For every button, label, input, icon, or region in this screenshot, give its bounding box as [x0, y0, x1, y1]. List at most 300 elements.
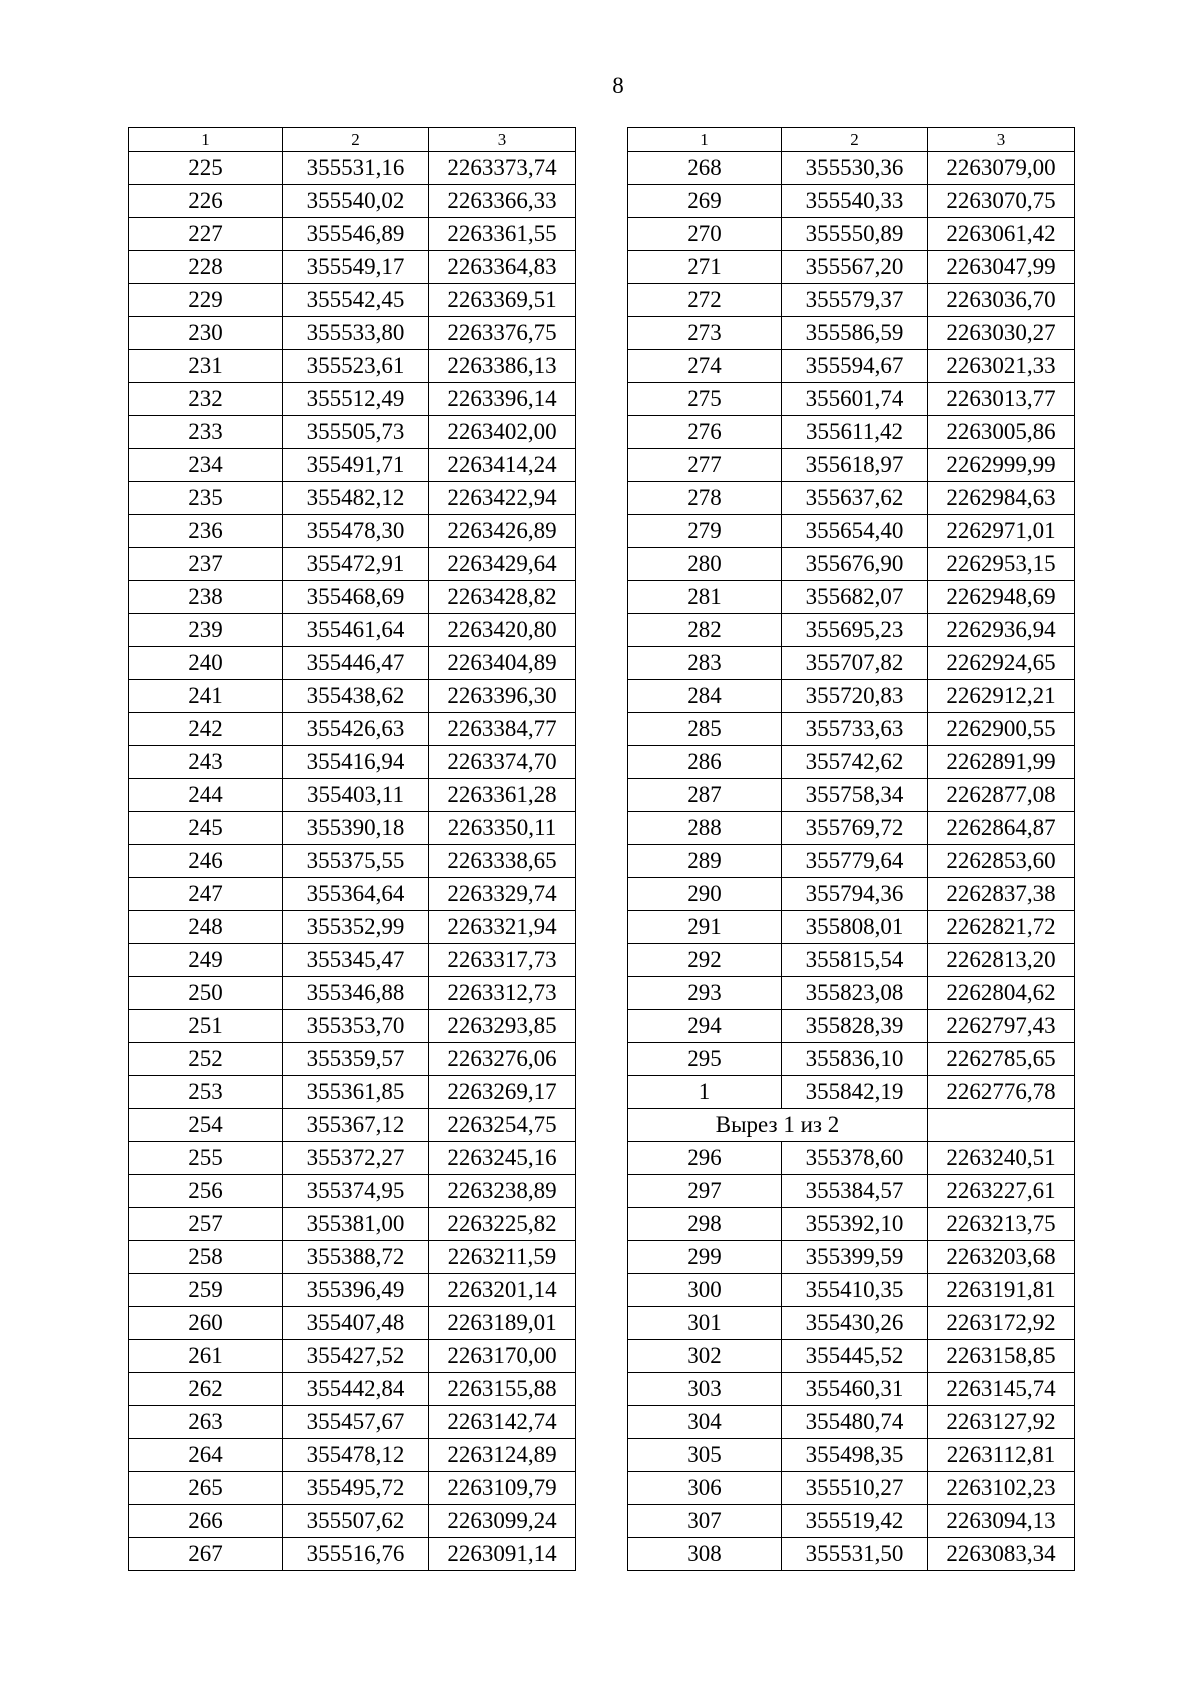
point-number-cell: 299: [628, 1241, 782, 1274]
x-coordinate-cell: 355407,48: [283, 1307, 429, 1340]
y-coordinate-cell: 2262891,99: [928, 746, 1075, 779]
table-row: [129, 482, 576, 515]
y-coordinate-cell: 2263109,79: [429, 1472, 576, 1505]
x-coordinate-cell: 355842,19: [782, 1076, 928, 1109]
point-number-cell: 235: [129, 482, 283, 515]
x-coordinate-cell: 355828,39: [782, 1010, 928, 1043]
x-coordinate-cell: 355353,70: [283, 1010, 429, 1043]
x-coordinate-cell: 355549,17: [283, 251, 429, 284]
x-coordinate-cell: 355498,35: [782, 1439, 928, 1472]
table-row: [628, 515, 1075, 548]
x-coordinate-cell: 355426,63: [283, 713, 429, 746]
point-number-cell: 268: [628, 152, 782, 185]
x-coordinate-cell: 355794,36: [782, 878, 928, 911]
y-coordinate-cell: 2263312,73: [429, 977, 576, 1010]
point-number-cell: 249: [129, 944, 283, 977]
table-row: [628, 812, 1075, 845]
point-number-cell: 248: [129, 911, 283, 944]
point-number-cell: 281: [628, 581, 782, 614]
point-number-cell: 300: [628, 1274, 782, 1307]
point-number-cell: 275: [628, 383, 782, 416]
point-number-cell: 287: [628, 779, 782, 812]
table-row: [628, 482, 1075, 515]
x-coordinate-cell: 355378,60: [782, 1142, 928, 1175]
point-number-cell: 304: [628, 1406, 782, 1439]
point-number-cell: 243: [129, 746, 283, 779]
y-coordinate-cell: 2263036,70: [928, 284, 1075, 317]
x-coordinate-cell: 355601,74: [782, 383, 928, 416]
point-number-cell: 244: [129, 779, 283, 812]
point-number-cell: 231: [129, 350, 283, 383]
y-coordinate-cell: 2263170,00: [429, 1340, 576, 1373]
point-number-cell: 267: [129, 1538, 283, 1571]
table-row: [129, 878, 576, 911]
table-row: [628, 1538, 1075, 1571]
y-coordinate-cell: 2263396,14: [429, 383, 576, 416]
table-row: [129, 1439, 576, 1472]
table-row: [129, 1472, 576, 1505]
x-coordinate-cell: 355359,57: [283, 1043, 429, 1076]
table-row: [628, 1505, 1075, 1538]
x-coordinate-cell: 355540,02: [283, 185, 429, 218]
table-header-row: [628, 128, 1075, 152]
y-coordinate-cell: 2262785,65: [928, 1043, 1075, 1076]
y-coordinate-cell: 2263254,75: [429, 1109, 576, 1142]
y-coordinate-cell: 2262900,55: [928, 713, 1075, 746]
table-row: [628, 449, 1075, 482]
x-coordinate-cell: 355594,67: [782, 350, 928, 383]
table-row: [129, 350, 576, 383]
point-number-cell: 301: [628, 1307, 782, 1340]
point-number-cell: 1: [628, 1076, 782, 1109]
point-number-cell: 252: [129, 1043, 283, 1076]
x-coordinate-cell: 355468,69: [283, 581, 429, 614]
point-number-cell: 272: [628, 284, 782, 317]
x-coordinate-cell: 355478,12: [283, 1439, 429, 1472]
x-coordinate-cell: 355505,73: [283, 416, 429, 449]
x-coordinate-cell: 355815,54: [782, 944, 928, 977]
table-row: [628, 152, 1075, 185]
point-number-cell: 246: [129, 845, 283, 878]
table-row: [628, 911, 1075, 944]
point-number-cell: 239: [129, 614, 283, 647]
x-coordinate-cell: 355480,74: [782, 1406, 928, 1439]
point-number-cell: 265: [129, 1472, 283, 1505]
point-number-cell: 289: [628, 845, 782, 878]
y-coordinate-cell: 2263021,33: [928, 350, 1075, 383]
y-coordinate-cell: 2263396,30: [429, 680, 576, 713]
table-row: [129, 1538, 576, 1571]
x-coordinate-cell: 355374,95: [283, 1175, 429, 1208]
y-coordinate-cell: 2262853,60: [928, 845, 1075, 878]
point-number-cell: 276: [628, 416, 782, 449]
x-coordinate-cell: 355364,64: [283, 878, 429, 911]
table-row: [129, 251, 576, 284]
page-number: 8: [612, 73, 624, 98]
point-number-cell: 285: [628, 713, 782, 746]
point-number-cell: 236: [129, 515, 283, 548]
point-number-cell: 253: [129, 1076, 283, 1109]
coordinates-table-left: [128, 127, 576, 1571]
y-coordinate-cell: 2263374,70: [429, 746, 576, 779]
table-row: [628, 977, 1075, 1010]
x-coordinate-cell: 355720,83: [782, 680, 928, 713]
point-number-cell: 307: [628, 1505, 782, 1538]
point-number-cell: 308: [628, 1538, 782, 1571]
y-coordinate-cell: 2263426,89: [429, 515, 576, 548]
y-coordinate-cell: 2263364,83: [429, 251, 576, 284]
x-coordinate-cell: 355388,72: [283, 1241, 429, 1274]
column-header-2: 2: [782, 128, 928, 152]
x-coordinate-cell: 355381,00: [283, 1208, 429, 1241]
table-row: [129, 1076, 576, 1109]
y-coordinate-cell: 2263112,81: [928, 1439, 1075, 1472]
table-row: [628, 1307, 1075, 1340]
y-coordinate-cell: 2262948,69: [928, 581, 1075, 614]
y-coordinate-cell: 2263211,59: [429, 1241, 576, 1274]
x-coordinate-cell: 355399,59: [782, 1241, 928, 1274]
table-row: [129, 812, 576, 845]
table-row: [129, 284, 576, 317]
y-coordinate-cell: 2262984,63: [928, 482, 1075, 515]
point-number-cell: 237: [129, 548, 283, 581]
x-coordinate-cell: 355396,49: [283, 1274, 429, 1307]
x-coordinate-cell: 355361,85: [283, 1076, 429, 1109]
table-row: [129, 614, 576, 647]
y-coordinate-cell: 2263317,73: [429, 944, 576, 977]
y-coordinate-cell: 2263047,99: [928, 251, 1075, 284]
table-row: [628, 581, 1075, 614]
x-coordinate-cell: 355352,99: [283, 911, 429, 944]
point-number-cell: 280: [628, 548, 782, 581]
x-coordinate-cell: 355375,55: [283, 845, 429, 878]
table-row: [129, 1505, 576, 1538]
point-number-cell: 255: [129, 1142, 283, 1175]
x-coordinate-cell: 355758,34: [782, 779, 928, 812]
table-row: [628, 1175, 1075, 1208]
table-row: [628, 218, 1075, 251]
point-number-cell: 234: [129, 449, 283, 482]
y-coordinate-cell: 2263376,75: [429, 317, 576, 350]
table-row: [129, 449, 576, 482]
table-row: [628, 1010, 1075, 1043]
y-coordinate-cell: 2263361,55: [429, 218, 576, 251]
y-coordinate-cell: 2262776,78: [928, 1076, 1075, 1109]
x-coordinate-cell: 355533,80: [283, 317, 429, 350]
y-coordinate-cell: 2263191,81: [928, 1274, 1075, 1307]
column-header-3: 3: [928, 128, 1075, 152]
point-number-cell: 264: [129, 1439, 283, 1472]
point-number-cell: 302: [628, 1340, 782, 1373]
table-row: [628, 1274, 1075, 1307]
point-number-cell: 278: [628, 482, 782, 515]
table-row: [129, 1175, 576, 1208]
table-row: [628, 548, 1075, 581]
y-coordinate-cell: 2263127,92: [928, 1406, 1075, 1439]
y-coordinate-cell: 2263420,80: [429, 614, 576, 647]
x-coordinate-cell: 355446,47: [283, 647, 429, 680]
y-coordinate-cell: 2262813,20: [928, 944, 1075, 977]
point-number-cell: 256: [129, 1175, 283, 1208]
table-row: [129, 977, 576, 1010]
y-coordinate-cell: 2262936,94: [928, 614, 1075, 647]
column-header-1: 1: [628, 128, 782, 152]
point-number-cell: 296: [628, 1142, 782, 1175]
y-coordinate-cell: 2263238,89: [429, 1175, 576, 1208]
point-number-cell: 263: [129, 1406, 283, 1439]
column-header-2: 2: [283, 128, 429, 152]
y-coordinate-cell: 2263189,01: [429, 1307, 576, 1340]
point-number-cell: 277: [628, 449, 782, 482]
y-coordinate-cell: 2263061,42: [928, 218, 1075, 251]
y-coordinate-cell: 2263429,64: [429, 548, 576, 581]
point-number-cell: 269: [628, 185, 782, 218]
x-coordinate-cell: 355482,12: [283, 482, 429, 515]
x-coordinate-cell: 355769,72: [782, 812, 928, 845]
x-coordinate-cell: 355442,84: [283, 1373, 429, 1406]
point-number-cell: 245: [129, 812, 283, 845]
point-number-cell: 305: [628, 1439, 782, 1472]
x-coordinate-cell: 355579,37: [782, 284, 928, 317]
y-coordinate-cell: 2263404,89: [429, 647, 576, 680]
table-row: [628, 1043, 1075, 1076]
y-coordinate-cell: 2262797,43: [928, 1010, 1075, 1043]
x-coordinate-cell: 355586,59: [782, 317, 928, 350]
y-coordinate-cell: 2263145,74: [928, 1373, 1075, 1406]
x-coordinate-cell: 355445,52: [782, 1340, 928, 1373]
x-coordinate-cell: 355530,36: [782, 152, 928, 185]
x-coordinate-cell: 355540,33: [782, 185, 928, 218]
table-row: [129, 680, 576, 713]
x-coordinate-cell: 355390,18: [283, 812, 429, 845]
point-number-cell: 261: [129, 1340, 283, 1373]
y-coordinate-cell: 2262953,15: [928, 548, 1075, 581]
table-row: [129, 1274, 576, 1307]
table-row: [129, 1010, 576, 1043]
y-coordinate-cell: 2263402,00: [429, 416, 576, 449]
x-coordinate-cell: 355427,52: [283, 1340, 429, 1373]
table-row: [628, 944, 1075, 977]
y-coordinate-cell: 2263369,51: [429, 284, 576, 317]
x-coordinate-cell: 355430,26: [782, 1307, 928, 1340]
point-number-cell: 229: [129, 284, 283, 317]
point-number-cell: 274: [628, 350, 782, 383]
table-row: [129, 1043, 576, 1076]
x-coordinate-cell: 355618,97: [782, 449, 928, 482]
y-coordinate-cell: 2263142,74: [429, 1406, 576, 1439]
x-coordinate-cell: 355519,42: [782, 1505, 928, 1538]
point-number-cell: 227: [129, 218, 283, 251]
y-coordinate-cell: 2263338,65: [429, 845, 576, 878]
x-coordinate-cell: 355531,50: [782, 1538, 928, 1571]
y-coordinate-cell: 2262999,99: [928, 449, 1075, 482]
x-coordinate-cell: 355611,42: [782, 416, 928, 449]
x-coordinate-cell: 355438,62: [283, 680, 429, 713]
x-coordinate-cell: 355345,47: [283, 944, 429, 977]
x-coordinate-cell: 355510,27: [782, 1472, 928, 1505]
x-coordinate-cell: 355472,91: [283, 548, 429, 581]
table-row: [129, 1340, 576, 1373]
table-row: [129, 317, 576, 350]
table-row: [628, 284, 1075, 317]
table-row: [129, 944, 576, 977]
y-coordinate-cell: 2263321,94: [429, 911, 576, 944]
x-coordinate-cell: 355531,16: [283, 152, 429, 185]
table-row: [129, 383, 576, 416]
point-number-cell: 283: [628, 647, 782, 680]
table-row: [129, 911, 576, 944]
point-number-cell: 226: [129, 185, 283, 218]
table-row: [129, 515, 576, 548]
y-coordinate-cell: 2263155,88: [429, 1373, 576, 1406]
x-coordinate-cell: 355495,72: [283, 1472, 429, 1505]
point-number-cell: 242: [129, 713, 283, 746]
x-coordinate-cell: 355779,64: [782, 845, 928, 878]
table-row: [129, 746, 576, 779]
x-coordinate-cell: 355523,61: [283, 350, 429, 383]
table-row: [628, 1076, 1075, 1109]
point-number-cell: 258: [129, 1241, 283, 1274]
x-coordinate-cell: 355823,08: [782, 977, 928, 1010]
y-coordinate-cell: 2263240,51: [928, 1142, 1075, 1175]
point-number-cell: 247: [129, 878, 283, 911]
empty-cell: [928, 1109, 1075, 1142]
table-row: [628, 1472, 1075, 1505]
table-row: [628, 1142, 1075, 1175]
point-number-cell: 260: [129, 1307, 283, 1340]
point-number-cell: 288: [628, 812, 782, 845]
table-header-row: [129, 128, 576, 152]
point-number-cell: 284: [628, 680, 782, 713]
x-coordinate-cell: 355546,89: [283, 218, 429, 251]
x-coordinate-cell: 355460,31: [782, 1373, 928, 1406]
table-row: [129, 1208, 576, 1241]
x-coordinate-cell: 355346,88: [283, 977, 429, 1010]
point-number-cell: 282: [628, 614, 782, 647]
y-coordinate-cell: 2263124,89: [429, 1439, 576, 1472]
point-number-cell: 279: [628, 515, 782, 548]
table-row: [628, 1241, 1075, 1274]
y-coordinate-cell: 2263373,74: [429, 152, 576, 185]
point-number-cell: 228: [129, 251, 283, 284]
x-coordinate-cell: 355457,67: [283, 1406, 429, 1439]
point-number-cell: 225: [129, 152, 283, 185]
y-coordinate-cell: 2263384,77: [429, 713, 576, 746]
y-coordinate-cell: 2263225,82: [429, 1208, 576, 1241]
x-coordinate-cell: 355637,62: [782, 482, 928, 515]
x-coordinate-cell: 355461,64: [283, 614, 429, 647]
x-coordinate-cell: 355567,20: [782, 251, 928, 284]
point-number-cell: 251: [129, 1010, 283, 1043]
y-coordinate-cell: 2262804,62: [928, 977, 1075, 1010]
x-coordinate-cell: 355654,40: [782, 515, 928, 548]
table-row: [628, 185, 1075, 218]
y-coordinate-cell: 2263276,06: [429, 1043, 576, 1076]
x-coordinate-cell: 355676,90: [782, 548, 928, 581]
y-coordinate-cell: 2263070,75: [928, 185, 1075, 218]
point-number-cell: 250: [129, 977, 283, 1010]
y-coordinate-cell: 2262864,87: [928, 812, 1075, 845]
y-coordinate-cell: 2263158,85: [928, 1340, 1075, 1373]
table-row: [628, 1373, 1075, 1406]
point-number-cell: 266: [129, 1505, 283, 1538]
point-number-cell: 232: [129, 383, 283, 416]
point-number-cell: 262: [129, 1373, 283, 1406]
y-coordinate-cell: 2263366,33: [429, 185, 576, 218]
table-row: [129, 416, 576, 449]
table-row: [628, 746, 1075, 779]
y-coordinate-cell: 2263079,00: [928, 152, 1075, 185]
table-row: [628, 680, 1075, 713]
table-row: [628, 1439, 1075, 1472]
table-row: [129, 548, 576, 581]
x-coordinate-cell: 355733,63: [782, 713, 928, 746]
y-coordinate-cell: 2263094,13: [928, 1505, 1075, 1538]
y-coordinate-cell: 2263013,77: [928, 383, 1075, 416]
table-row: [628, 647, 1075, 680]
table-row: [129, 218, 576, 251]
point-number-cell: 271: [628, 251, 782, 284]
x-coordinate-cell: 355403,11: [283, 779, 429, 812]
y-coordinate-cell: 2263350,11: [429, 812, 576, 845]
y-coordinate-cell: 2263102,23: [928, 1472, 1075, 1505]
table-row: [628, 317, 1075, 350]
table-row: [628, 383, 1075, 416]
table-row: [628, 251, 1075, 284]
table-row: [129, 152, 576, 185]
y-coordinate-cell: 2263422,94: [429, 482, 576, 515]
y-coordinate-cell: 2262877,08: [928, 779, 1075, 812]
point-number-cell: 286: [628, 746, 782, 779]
x-coordinate-cell: 355542,45: [283, 284, 429, 317]
x-coordinate-cell: 355416,94: [283, 746, 429, 779]
point-number-cell: 298: [628, 1208, 782, 1241]
table-row: [628, 1109, 1075, 1142]
table-row: [628, 713, 1075, 746]
point-number-cell: 297: [628, 1175, 782, 1208]
x-coordinate-cell: 355808,01: [782, 911, 928, 944]
point-number-cell: 293: [628, 977, 782, 1010]
x-coordinate-cell: 355384,57: [782, 1175, 928, 1208]
y-coordinate-cell: 2263091,14: [429, 1538, 576, 1571]
y-coordinate-cell: 2263099,24: [429, 1505, 576, 1538]
x-coordinate-cell: 355372,27: [283, 1142, 429, 1175]
table-row: [628, 779, 1075, 812]
table-row: [129, 1406, 576, 1439]
y-coordinate-cell: 2263172,92: [928, 1307, 1075, 1340]
table-row: [628, 350, 1075, 383]
point-number-cell: 292: [628, 944, 782, 977]
table-row: [129, 1307, 576, 1340]
table-row: [129, 647, 576, 680]
x-coordinate-cell: 355478,30: [283, 515, 429, 548]
x-coordinate-cell: 355512,49: [283, 383, 429, 416]
table-row: [129, 1109, 576, 1142]
y-coordinate-cell: 2263227,61: [928, 1175, 1075, 1208]
y-coordinate-cell: 2263203,68: [928, 1241, 1075, 1274]
y-coordinate-cell: 2263293,85: [429, 1010, 576, 1043]
table-row: [628, 845, 1075, 878]
y-coordinate-cell: 2262924,65: [928, 647, 1075, 680]
y-coordinate-cell: 2263201,14: [429, 1274, 576, 1307]
table-row: [628, 614, 1075, 647]
table-row: [129, 779, 576, 812]
y-coordinate-cell: 2262837,38: [928, 878, 1075, 911]
y-coordinate-cell: 2262971,01: [928, 515, 1075, 548]
point-number-cell: 291: [628, 911, 782, 944]
table-row: [129, 1373, 576, 1406]
table-row: [628, 416, 1075, 449]
